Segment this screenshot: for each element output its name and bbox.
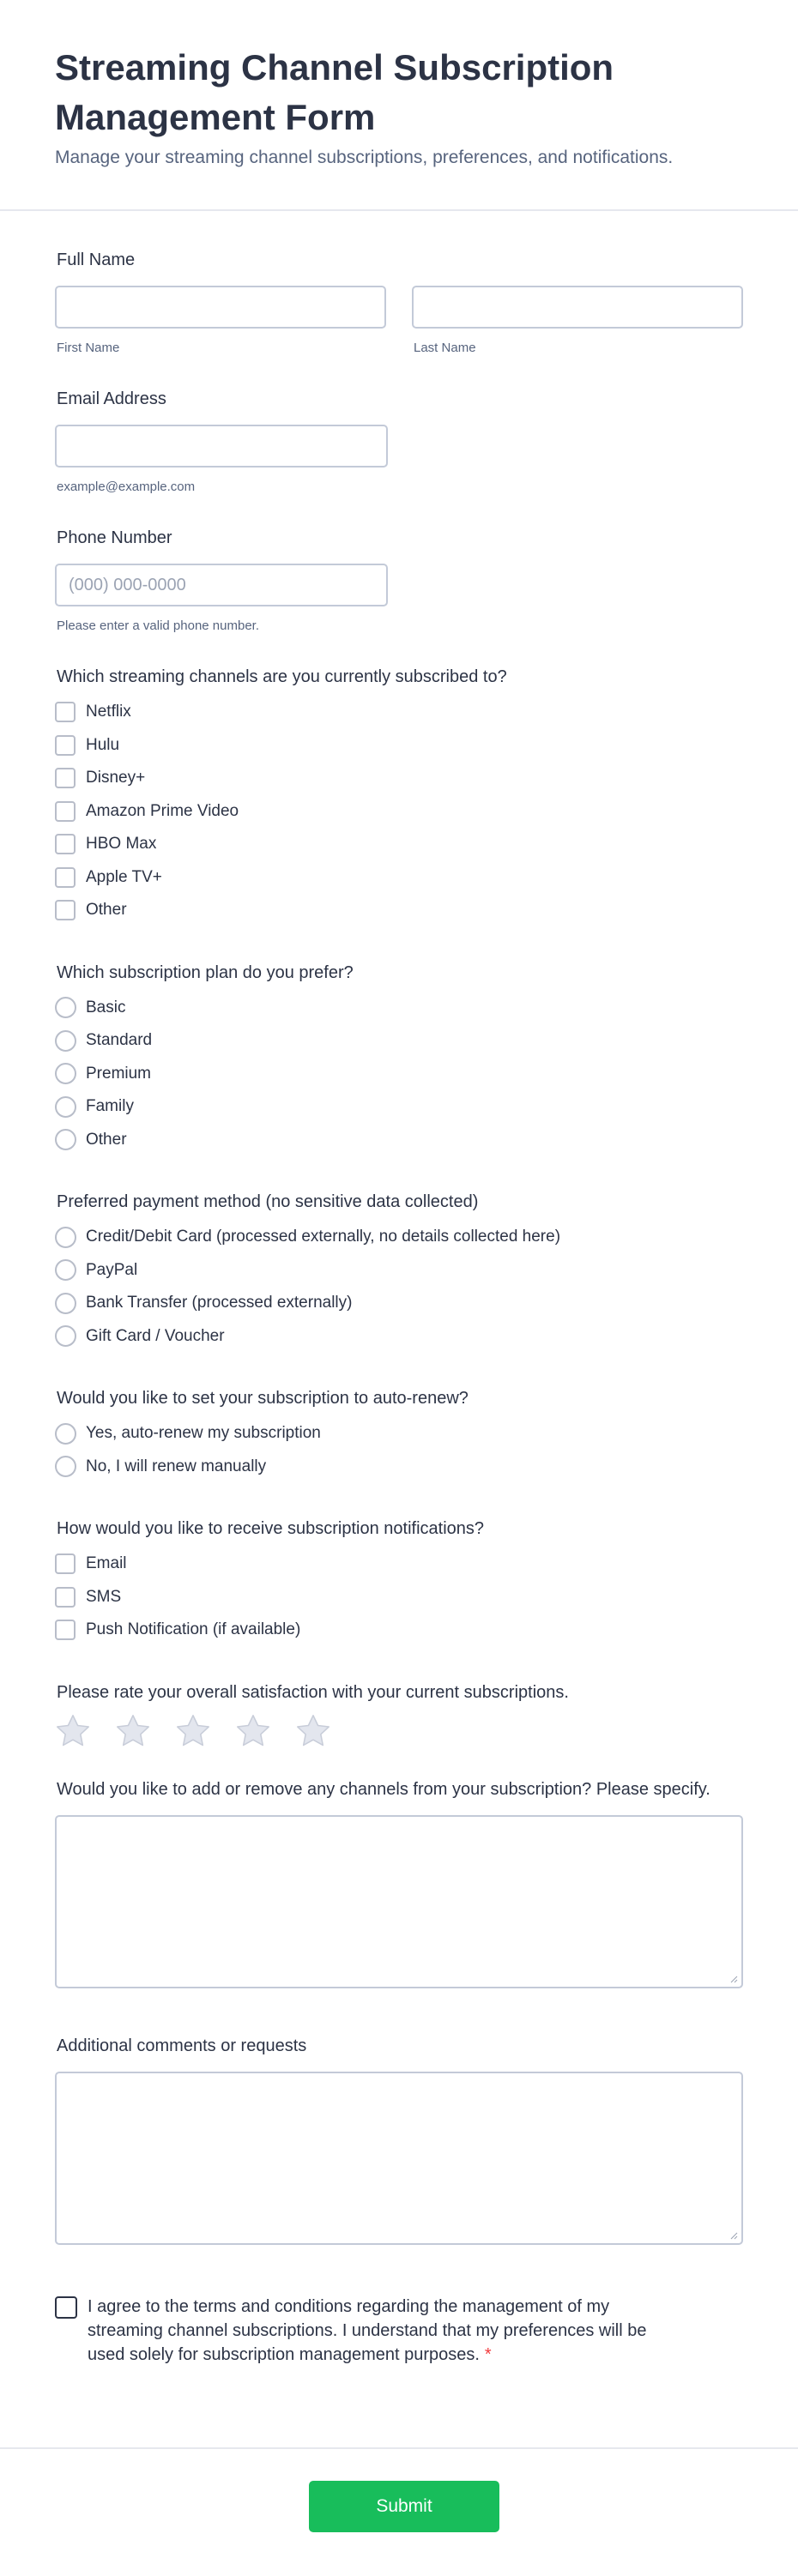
payment-options <box>55 1221 743 1353</box>
terms-text: I agree to the terms and conditions regarding the management of my streaming channel subscriptions. I understand that my preferences will be used solely for subscription management purposes. <box>88 2296 647 2364</box>
radio[interactable] <box>55 1293 76 1314</box>
star-icon[interactable] <box>53 1711 93 1751</box>
radio[interactable] <box>55 1227 76 1248</box>
full-name-label: Full Name <box>57 250 136 269</box>
option-label: SMS <box>86 1587 122 1606</box>
option-label: Amazon Prime Video <box>86 801 239 820</box>
plan-option-premium[interactable] <box>55 1058 743 1091</box>
option-label: Yes, auto-renew my subscription <box>86 1424 321 1443</box>
notifications-options <box>55 1547 743 1647</box>
option-label: Credit/Debit Card (processed externally, no details collected here) <box>86 1228 561 1246</box>
option-label: Gift Card / Voucher <box>86 1326 225 1345</box>
channel-option-hulu[interactable] <box>55 729 743 763</box>
option-label: Other <box>86 1130 127 1149</box>
radio[interactable] <box>55 997 76 1018</box>
checkbox[interactable] <box>55 735 76 756</box>
payment-option-card[interactable] <box>55 1221 743 1254</box>
payment-option-paypal[interactable] <box>55 1254 743 1288</box>
option-label: Family <box>86 1097 134 1116</box>
option-label: Standard <box>86 1031 153 1050</box>
payment-section <box>55 1192 743 1353</box>
channel-option-amazon[interactable] <box>55 795 743 829</box>
auto-renew-option-no[interactable] <box>55 1451 743 1484</box>
form-header <box>0 0 798 211</box>
channels-label: Which streaming channels are you currently subscribed to? <box>57 667 507 686</box>
payment-option-gift[interactable] <box>55 1320 743 1354</box>
plan-option-family[interactable] <box>55 1090 743 1124</box>
payment-label: Preferred payment method (no sensitive data collected) <box>57 1192 479 1211</box>
plan-section <box>55 963 743 1157</box>
submit-button[interactable]: Submit <box>309 2481 499 2532</box>
checkbox[interactable] <box>55 1587 76 1608</box>
notification-option-sms[interactable] <box>55 1581 743 1614</box>
radio[interactable] <box>55 1456 76 1477</box>
comments-label: Additional comments or requests <box>57 2036 307 2055</box>
notifications-section <box>55 1519 743 1647</box>
radio[interactable] <box>55 1259 76 1281</box>
channel-changes-label: Would you like to add or remove any channels from your subscription? Please specify. <box>57 1779 710 1799</box>
email-label: Email Address <box>57 389 166 408</box>
first-name-input[interactable] <box>55 286 386 329</box>
checkbox[interactable] <box>55 702 76 722</box>
last-name-sublabel: Last Name <box>414 341 476 355</box>
auto-renew-option-yes[interactable] <box>55 1417 743 1451</box>
channel-changes-section <box>55 1780 743 1988</box>
radio[interactable] <box>55 1325 76 1347</box>
notification-option-email[interactable] <box>55 1547 743 1581</box>
channel-changes-textarea[interactable] <box>55 1815 743 1988</box>
checkbox[interactable] <box>55 768 76 788</box>
radio[interactable] <box>55 1063 76 1084</box>
terms-text-wrap <box>88 2295 673 2367</box>
plan-options <box>55 992 743 1157</box>
comments-textarea[interactable] <box>55 2072 743 2245</box>
page-subtitle: Manage your streaming channel subscriptions, preferences, and notifications. <box>55 148 674 167</box>
star-icon[interactable] <box>113 1711 153 1751</box>
option-label: Basic <box>86 998 126 1017</box>
terms-section <box>55 2295 743 2367</box>
channel-option-netflix[interactable] <box>55 696 743 729</box>
auto-renew-label: Would you like to set your subscription to auto-renew? <box>57 1389 469 1408</box>
plan-label: Which subscription plan do you prefer? <box>57 962 354 982</box>
channels-section <box>55 667 743 927</box>
channel-option-apple[interactable] <box>55 861 743 895</box>
checkbox[interactable] <box>55 1620 76 1640</box>
option-label: Disney+ <box>86 769 146 787</box>
full-name-section <box>55 250 743 355</box>
phone-label: Phone Number <box>57 528 172 547</box>
option-label: Email <box>86 1554 127 1573</box>
resize-handle-icon[interactable] <box>729 1975 738 1983</box>
radio[interactable] <box>55 1129 76 1150</box>
channel-option-other[interactable] <box>55 894 743 927</box>
terms-checkbox[interactable] <box>55 2296 77 2319</box>
channel-option-hbo[interactable] <box>55 828 743 861</box>
option-label: Netflix <box>86 703 131 721</box>
page-title: Streaming Channel Subscription Management Form <box>55 47 614 137</box>
radio[interactable] <box>55 1423 76 1445</box>
radio[interactable] <box>55 1030 76 1052</box>
phone-input[interactable] <box>55 564 388 606</box>
star-icon[interactable] <box>293 1711 333 1751</box>
channel-option-disney[interactable] <box>55 762 743 795</box>
last-name-input[interactable] <box>412 286 743 329</box>
option-label: Bank Transfer (processed externally) <box>86 1294 353 1312</box>
option-label: Apple TV+ <box>86 867 162 886</box>
payment-option-bank[interactable] <box>55 1287 743 1320</box>
comments-section <box>55 2036 743 2245</box>
option-label: HBO Max <box>86 835 157 854</box>
plan-option-other[interactable] <box>55 1124 743 1157</box>
option-label: Premium <box>86 1064 152 1083</box>
plan-option-standard[interactable] <box>55 1024 743 1058</box>
plan-option-basic[interactable] <box>55 992 743 1025</box>
option-label: No, I will renew manually <box>86 1457 267 1475</box>
phone-sublabel: Please enter a valid phone number. <box>57 618 259 633</box>
rating-section <box>55 1683 743 1751</box>
radio[interactable] <box>55 1096 76 1118</box>
checkbox[interactable] <box>55 1553 76 1574</box>
email-sublabel: example@example.com <box>57 480 196 494</box>
auto-renew-options <box>55 1417 743 1483</box>
star-icon[interactable] <box>173 1711 213 1751</box>
star-rating <box>53 1711 743 1751</box>
required-mark: * <box>484 2344 492 2364</box>
star-icon[interactable] <box>233 1711 273 1751</box>
form-body <box>0 250 798 2367</box>
form-footer <box>0 2447 798 2576</box>
notification-option-push[interactable] <box>55 1614 743 1647</box>
checkbox[interactable] <box>55 801 76 822</box>
option-label: Push Notification (if available) <box>86 1620 301 1639</box>
checkbox[interactable] <box>55 900 76 920</box>
notifications-label: How would you like to receive subscription notifications? <box>57 1519 485 1538</box>
checkbox[interactable] <box>55 834 76 854</box>
phone-section <box>55 528 743 633</box>
rating-label: Please rate your overall satisfaction with your current subscriptions. <box>57 1682 569 1702</box>
email-input[interactable] <box>55 425 388 468</box>
resize-handle-icon[interactable] <box>729 2231 738 2240</box>
terms-agreement <box>55 2295 673 2367</box>
checkbox[interactable] <box>55 867 76 888</box>
email-section <box>55 389 743 494</box>
first-name-sublabel: First Name <box>57 341 120 355</box>
auto-renew-section <box>55 1389 743 1483</box>
option-label: Hulu <box>86 735 120 754</box>
option-label: Other <box>86 901 127 920</box>
option-label: PayPal <box>86 1260 138 1279</box>
channels-options <box>55 696 743 927</box>
